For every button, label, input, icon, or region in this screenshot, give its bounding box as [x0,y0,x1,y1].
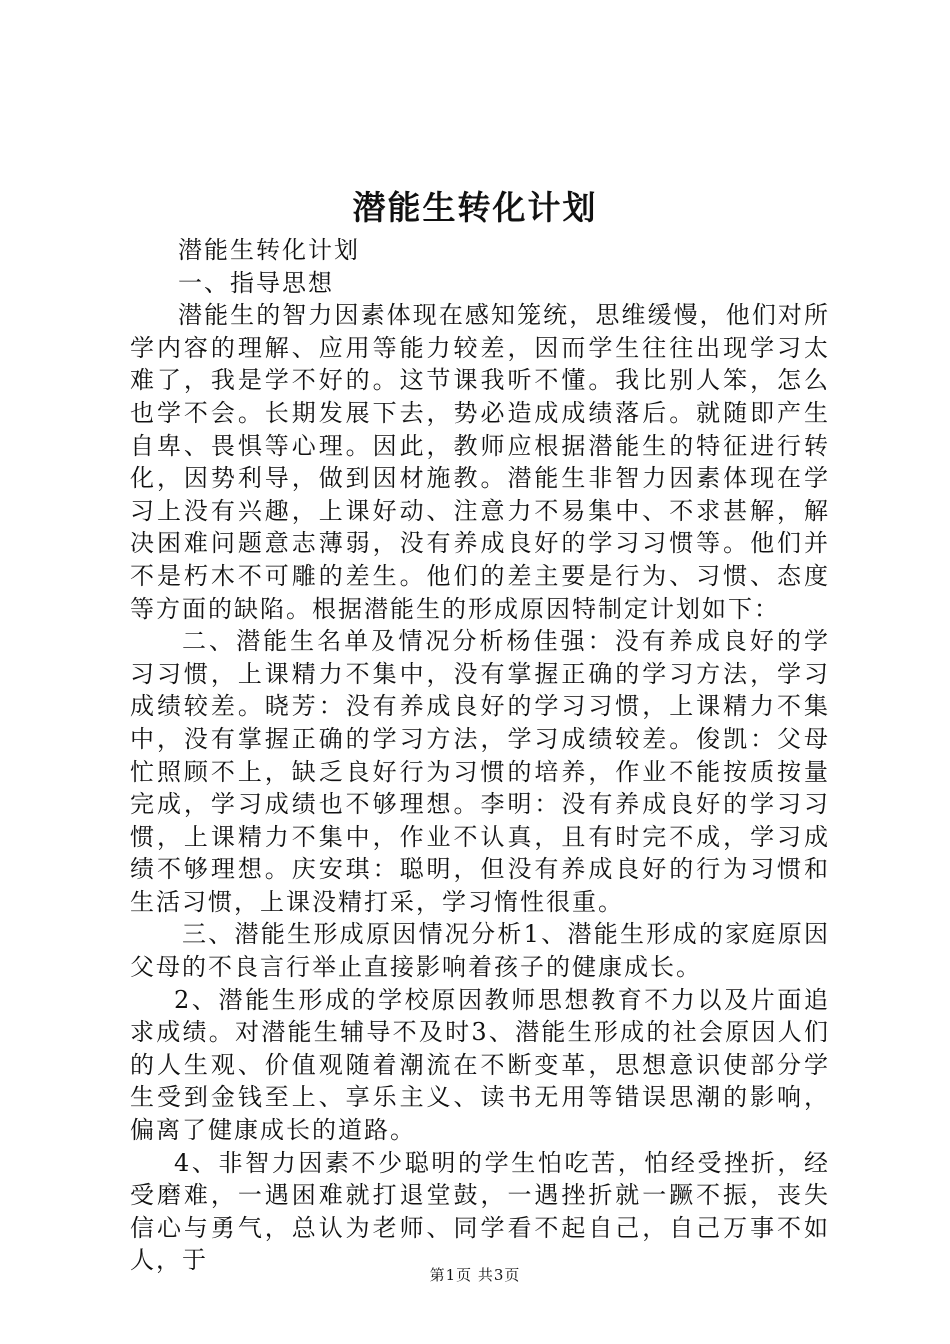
paragraph-heading: 潜能生转化计划 [178,236,360,264]
paragraph-causes-school-society: 2、潜能生形成的学校原因教师思想教育不力以及片面追求成绩。对潜能生辅导不及时3、潜能生形成的社会原因人们的人生观、价值观随着潮流在不断变革，思想意识使部分学生受到金钱至上、享乐主义、读书无用等错误思潮的影响，偏离了健康成长的道路。 [130,985,830,1145]
paragraph-causes-family: 三、潜能生形成原因情况分析1、潜能生形成的家庭原因父母的不良言行举止直接影响着孩子的健康成长。 [130,920,830,982]
document-body [130,234,830,1277]
paragraph-student-list: 二、潜能生名单及情况分析杨佳强：没有养成良好的学习习惯，上课精力不集中，没有掌握正确的学习方法，学习成绩较差。晓芳：没有养成良好的学习习惯，上课精力不集中，没有掌握正确的学习方法，学习成绩较差。俊凯：父母忙照顾不上，缺乏良好行为习惯的培养，作业不能按质按量完成，学习成绩也不够理想。李明：没有养成良好的学习习惯，上课精力不集中，作业不认真，且有时完不成，学习成绩不够理想。庆安琪：聪明，但没有养成良好的行为习惯和生活习惯，上课没精打采，学习惰性很重。 [130,627,830,916]
section-heading-guiding-ideas: 一、指导思想 [178,268,334,297]
paragraph-guiding-ideas: 潜能生的智力因素体现在感知笼统，思维缓慢，他们对所学内容的理解、应用等能力较差，因而学生往往出现学习太难了，我是学不好的。这节课我听不懂。我比别人笨，怎么也学不会。长期发展下去，势必造成成绩落后。就随即产生自卑、畏惧等心理。因此，教师应根据潜能生的特征进行转化，因势利导，做到因材施教。潜能生非智力因素体现在学习上没有兴趣，上课好动、注意力不易集中、不求甚解，解决困难问题意志薄弱，没有养成良好的学习习惯等。他们并不是朽木不可雕的差生。他们的差主要是行为、习惯、态度等方面的缺陷。根据潜能生的形成原因特制定计划如下： [130,301,830,623]
paragraph-non-intellectual-factors: 4、非智力因素不少聪明的学生怕吃苦，怕经受挫折，经受磨难，一遇困难就打退堂鼓，一遇挫折就一蹶不振，丧失信心与勇气，总认为老师、同学看不起自己，自己万事不如人，于 [130,1148,830,1275]
page-footer: 第1页 共3页 [429,1266,521,1284]
document-title: 潜能生转化计划 [352,188,598,227]
